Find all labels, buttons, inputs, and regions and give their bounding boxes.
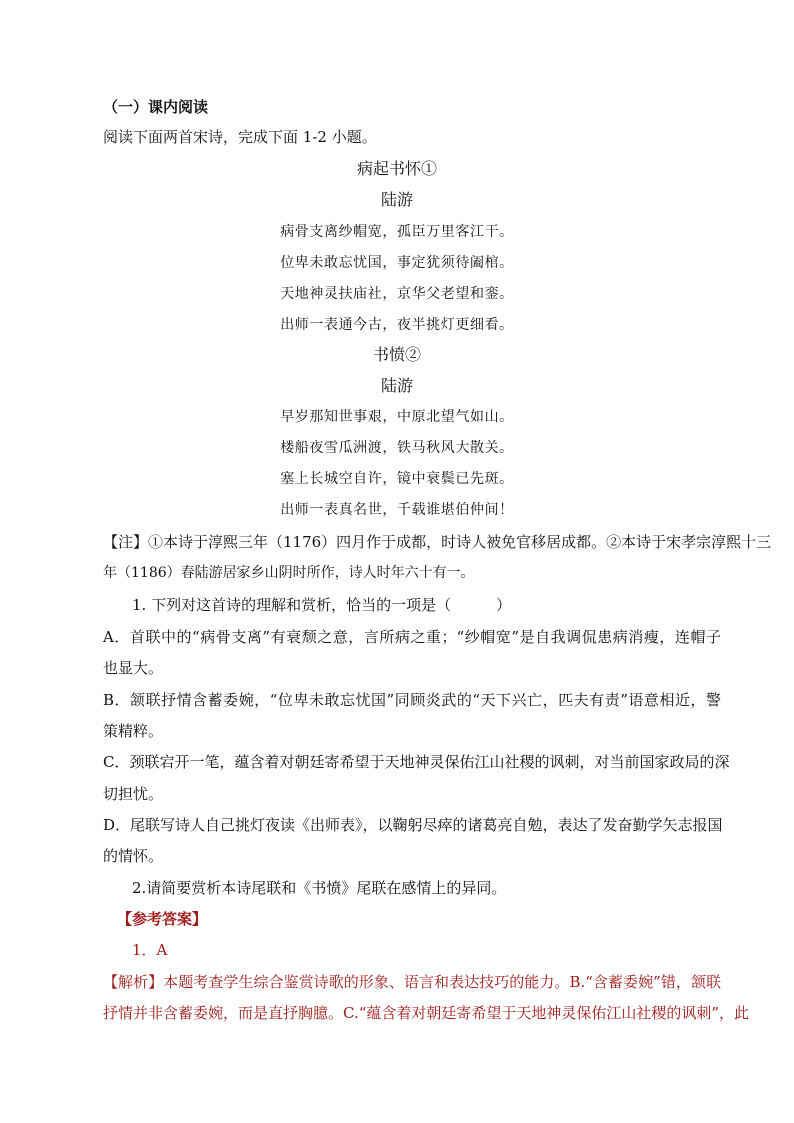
question2-stem: 2.请简要赏析本诗尾联和《书愤》尾联在感情上的异同。 bbox=[132, 879, 507, 897]
answer-item-1: 1．A bbox=[132, 941, 168, 959]
question1-option-d-line-1: D．尾联写诗人自己挑灯夜读《出师表》，以鞠躬尽瘁的诸葛亮自勉，表达了发奋勤学矢志报国 bbox=[103, 816, 723, 834]
poem2-title: 书愤② bbox=[372, 345, 421, 364]
poem1-line-3: 天地神灵扶庙社，京华父老望和銮。 bbox=[280, 286, 514, 302]
poem1-author: 陆游 bbox=[380, 190, 413, 209]
question1-option-a-line-1: A．首联中的“病骨支离”有衰颓之意，言所病之重；“纱帽宽”是自我调侃患病消瘦，连帽子 bbox=[103, 628, 721, 646]
poem2-line-4: 出师一表真名世，千载谁堪伯仲间！ bbox=[280, 502, 514, 518]
analysis-line-1: 【解析】本题考查学生综合鉴赏诗歌的形象、语言和表达技巧的能力。B.“含蓄委婉”错，颔联 bbox=[103, 973, 721, 991]
section-title: （一）课内阅读 bbox=[103, 98, 209, 116]
question1-option-b-line-1: B．颔联抒情含蓄委婉，“位卑未敢忘忧国”同顾炎武的“天下兴亡，匹夫有责”语意相近，警 bbox=[103, 691, 721, 709]
poem1-line-1: 病骨支离纱帽宽，孤臣万里客江干。 bbox=[280, 224, 514, 240]
question1-stem: 1. 下列对这首诗的理解和赏析，恰当的一项是（ ） bbox=[132, 596, 512, 614]
answer-header: 【参考答案】 bbox=[117, 910, 208, 928]
instruction-text: 阅读下面两首宋诗，完成下面 1-2 小题。 bbox=[103, 128, 377, 146]
poem2-line-3: 塞上长城空自许，镜中衰鬓已先斑。 bbox=[280, 471, 514, 487]
question1-option-c-line-1: C．颈联宕开一笔，蕴含着对朝廷寄希望于天地神灵保佑江山社稷的讽刺，对当前国家政局的深 bbox=[103, 753, 730, 771]
poem2-line-1: 早岁那知世事艰，中原北望气如山。 bbox=[280, 409, 514, 425]
question1-option-d-line-2: 的情怀。 bbox=[103, 847, 164, 865]
note-line-1: 【注】①本诗于淳熙三年（1176）四月作于成都，时诗人被免官移居成都。②本诗于宋孝宗淳熙十三 bbox=[103, 533, 772, 551]
poem2-line-2: 楼船夜雪瓜洲渡，铁马秋风大散关。 bbox=[280, 440, 514, 456]
poem1-line-2: 位卑未敢忘忧国，事定犹须待阖棺。 bbox=[280, 255, 514, 271]
question1-option-c-line-2: 切担忧。 bbox=[103, 785, 164, 803]
question1-option-a-line-2: 也显大。 bbox=[103, 659, 164, 677]
poem1-title: 病起书怀① bbox=[356, 159, 437, 178]
poem2-author: 陆游 bbox=[380, 376, 413, 395]
note-line-2: 年（1186）春陆游居家乡山阴时所作，诗人时年六十有一。 bbox=[103, 565, 475, 581]
poem1-line-4: 出师一表通今古，夜半挑灯更细看。 bbox=[280, 317, 514, 333]
question1-option-b-line-2: 策精粹。 bbox=[103, 722, 164, 740]
analysis-line-2: 抒情并非含蓄委婉，而是直抒胸臆。C.“蕴含着对朝廷寄希望于天地神灵保佑江山社稷的讽刺”，此 bbox=[103, 1004, 750, 1022]
